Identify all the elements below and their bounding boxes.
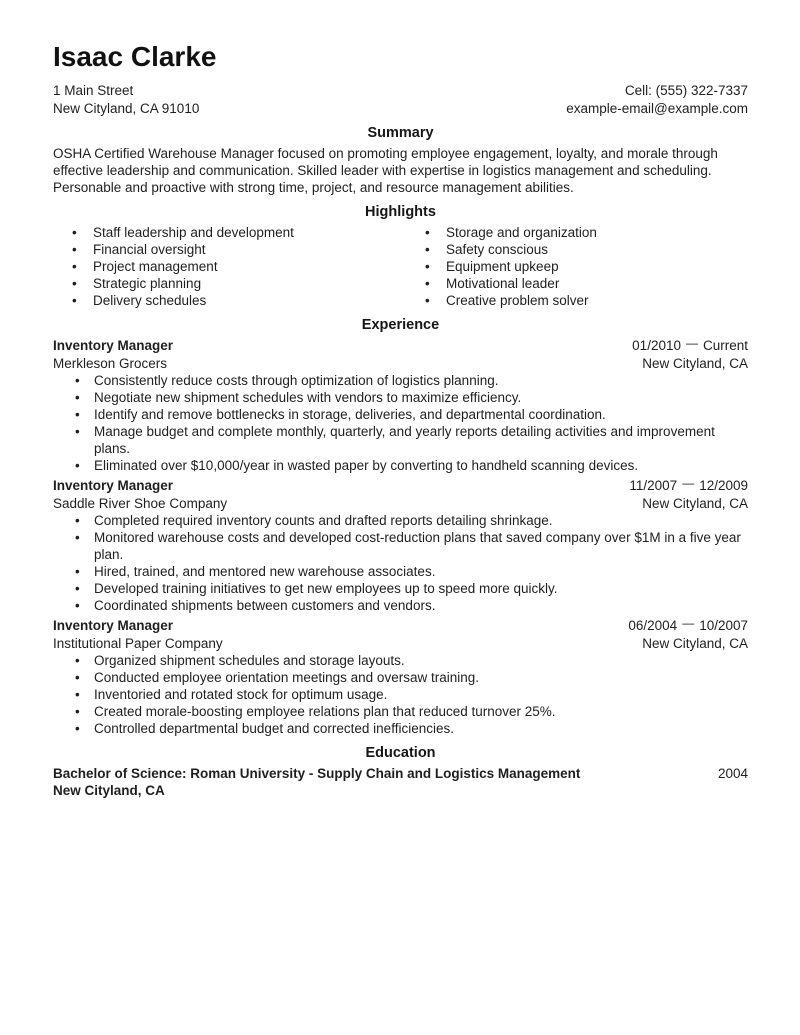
job-bullet-list — [75, 652, 748, 737]
list-item — [72, 292, 425, 309]
contact-info — [53, 82, 748, 117]
bullet-icon: • — [425, 293, 430, 308]
list-item — [75, 423, 748, 457]
highlights-list-left — [72, 224, 425, 309]
job-location: New Cityland, CA — [642, 636, 748, 651]
education-degree: Bachelor of Science: Roman University - Supply Chain and Logistics Management — [53, 766, 581, 781]
list-item — [72, 241, 425, 258]
job-bullet-list — [75, 372, 748, 474]
list-item — [75, 686, 748, 703]
list-item-text: Created morale-boosting employee relations plan that reduced turnover 25%. — [94, 704, 556, 719]
address-line-1: 1 Main Street — [53, 83, 134, 98]
list-item-text: Negotiate new shipment schedules with vendors to maximize efficiency. — [94, 390, 522, 405]
experience-job — [53, 337, 748, 474]
list-item-text: Delivery schedules — [93, 293, 207, 308]
bullet-icon: • — [75, 373, 80, 388]
list-item-text: Monitored warehouse costs and developed cost-reduction plans that saved company over $1M in a five year plan. — [94, 530, 741, 562]
address-line-2: New Cityland, CA 91010 — [53, 100, 200, 116]
job-company-row — [53, 635, 748, 652]
bullet-icon: • — [75, 458, 80, 473]
summary-text: OSHA Certified Warehouse Manager focused on promoting employee engagement, loyalty, and morale through effective leadership and communication. Skilled leader with expertise in logistics management and scheduling. Personable and proactive with strong time, project, and resource management abilities. — [53, 146, 718, 195]
bullet-icon: • — [75, 424, 80, 439]
list-item-text: Eliminated over $10,000/year in wasted paper by converting to handheld scanning devices. — [94, 458, 639, 473]
contact-block — [566, 82, 748, 117]
job-title: Inventory Manager — [53, 338, 174, 353]
list-item — [75, 372, 748, 389]
bullet-icon: • — [75, 407, 80, 422]
bullet-icon: • — [75, 390, 80, 405]
bullet-icon: • — [72, 242, 77, 257]
education-location: New Cityland, CA — [53, 783, 165, 798]
job-location: New Cityland, CA — [642, 356, 748, 371]
list-item-text: Strategic planning — [93, 276, 202, 291]
list-item — [425, 241, 748, 258]
bullet-icon: • — [75, 513, 80, 528]
list-item-text: Staff leadership and development — [93, 225, 294, 240]
job-company: Institutional Paper Company — [53, 636, 223, 651]
list-item — [75, 512, 748, 529]
list-item — [75, 720, 748, 737]
list-item-text: Identify and remove bottlenecks in storage, deliveries, and departmental coordination. — [94, 407, 606, 422]
education-entry — [53, 765, 748, 782]
bullet-icon: • — [75, 530, 80, 545]
job-company: Merkleson Grocers — [53, 356, 168, 371]
list-item — [75, 457, 748, 474]
person-name: Isaac Clarke — [53, 41, 217, 72]
experience-job — [53, 477, 748, 614]
resume-header — [53, 43, 748, 117]
section-title-education: Education — [365, 745, 436, 761]
highlights-list-right — [425, 224, 748, 309]
bullet-icon: • — [75, 564, 80, 579]
experience-jobs — [53, 337, 748, 737]
list-item-text: Manage budget and complete monthly, quarterly, and yearly reports detailing activities and improvement plans. — [94, 424, 715, 456]
bullet-icon: • — [75, 598, 80, 613]
list-item-text: Inventoried and rotated stock for optimum usage. — [94, 687, 388, 702]
list-item — [75, 597, 748, 614]
job-date-end: 10/2007 — [699, 618, 748, 633]
list-item-text: Completed required inventory counts and drafted reports detailing shrinkage. — [94, 513, 553, 528]
job-title-row — [53, 337, 748, 355]
list-item-text: Hired, trained, and mentored new warehouse associates. — [94, 564, 436, 579]
date-range-dash: — — [682, 616, 695, 630]
list-item-text: Motivational leader — [446, 276, 560, 291]
list-item — [72, 275, 425, 292]
bullet-icon: • — [72, 225, 77, 240]
list-item-text: Equipment upkeep — [446, 259, 559, 274]
list-item — [75, 563, 748, 580]
bullet-icon: • — [425, 276, 430, 291]
job-date-end: Current — [702, 338, 748, 353]
list-item — [425, 258, 748, 275]
bullet-icon: • — [425, 225, 430, 240]
list-item-text: Developed training initiatives to get new employees up to speed more quickly. — [94, 581, 558, 596]
highlights-columns — [53, 224, 748, 309]
bullet-icon: • — [425, 259, 430, 274]
job-title: Inventory Manager — [53, 478, 174, 493]
job-date-end: 12/2009 — [699, 478, 748, 493]
list-item — [75, 580, 748, 597]
list-item — [72, 258, 425, 275]
job-dates — [629, 477, 748, 495]
list-item — [75, 703, 748, 720]
date-range-dash: — — [682, 476, 695, 490]
bullet-icon: • — [425, 242, 430, 257]
job-dates — [632, 337, 748, 355]
list-item-text: Storage and organization — [446, 225, 597, 240]
education-year: 2004 — [717, 766, 748, 781]
list-item — [425, 275, 748, 292]
list-item-text: Organized shipment schedules and storage layouts. — [94, 653, 405, 668]
list-item-text: Conducted employee orientation meetings and oversaw training. — [94, 670, 479, 685]
section-title-summary: Summary — [367, 125, 434, 141]
list-item — [75, 406, 748, 423]
bullet-icon: • — [75, 581, 80, 596]
bullet-icon: • — [72, 293, 77, 308]
job-company: Saddle River Shoe Company — [53, 496, 228, 511]
email-address: example-email@example.com — [566, 100, 748, 116]
bullet-icon: • — [75, 704, 80, 719]
bullet-icon: • — [72, 276, 77, 291]
bullet-icon: • — [75, 721, 80, 736]
phone-number: Cell: (555) 322-7337 — [624, 83, 748, 98]
list-item-text: Consistently reduce costs through optimization of logistics planning. — [94, 373, 499, 388]
job-company-row — [53, 495, 748, 512]
job-title-row — [53, 477, 748, 495]
list-item — [75, 669, 748, 686]
list-item-text: Creative problem solver — [446, 293, 589, 308]
list-item — [425, 292, 748, 309]
bullet-icon: • — [75, 653, 80, 668]
job-title: Inventory Manager — [53, 618, 174, 633]
job-date-start: 11/2007 — [629, 478, 678, 493]
bullet-icon: • — [75, 687, 80, 702]
date-range-dash: — — [685, 336, 698, 350]
list-item — [75, 652, 748, 669]
bullet-icon: • — [75, 670, 80, 685]
job-location: New Cityland, CA — [642, 496, 748, 511]
list-item — [75, 389, 748, 406]
list-item-text: Coordinated shipments between customers and vendors. — [94, 598, 436, 613]
job-bullet-list — [75, 512, 748, 614]
list-item — [75, 529, 748, 563]
list-item — [72, 224, 425, 241]
job-company-row — [53, 355, 748, 372]
list-item-text: Project management — [93, 259, 218, 274]
address-block — [53, 82, 199, 117]
job-title-row — [53, 617, 748, 635]
job-dates — [628, 617, 748, 635]
job-date-start: 06/2004 — [628, 618, 678, 633]
section-title-experience: Experience — [361, 317, 440, 333]
section-title-highlights: Highlights — [365, 204, 436, 220]
list-item-text: Financial oversight — [93, 242, 206, 257]
bullet-icon: • — [72, 259, 77, 274]
experience-job — [53, 617, 748, 737]
list-item — [425, 224, 748, 241]
job-date-start: 01/2010 — [632, 338, 681, 353]
list-item-text: Controlled departmental budget and corrected inefficiencies. — [94, 721, 454, 736]
list-item-text: Safety conscious — [446, 242, 549, 257]
